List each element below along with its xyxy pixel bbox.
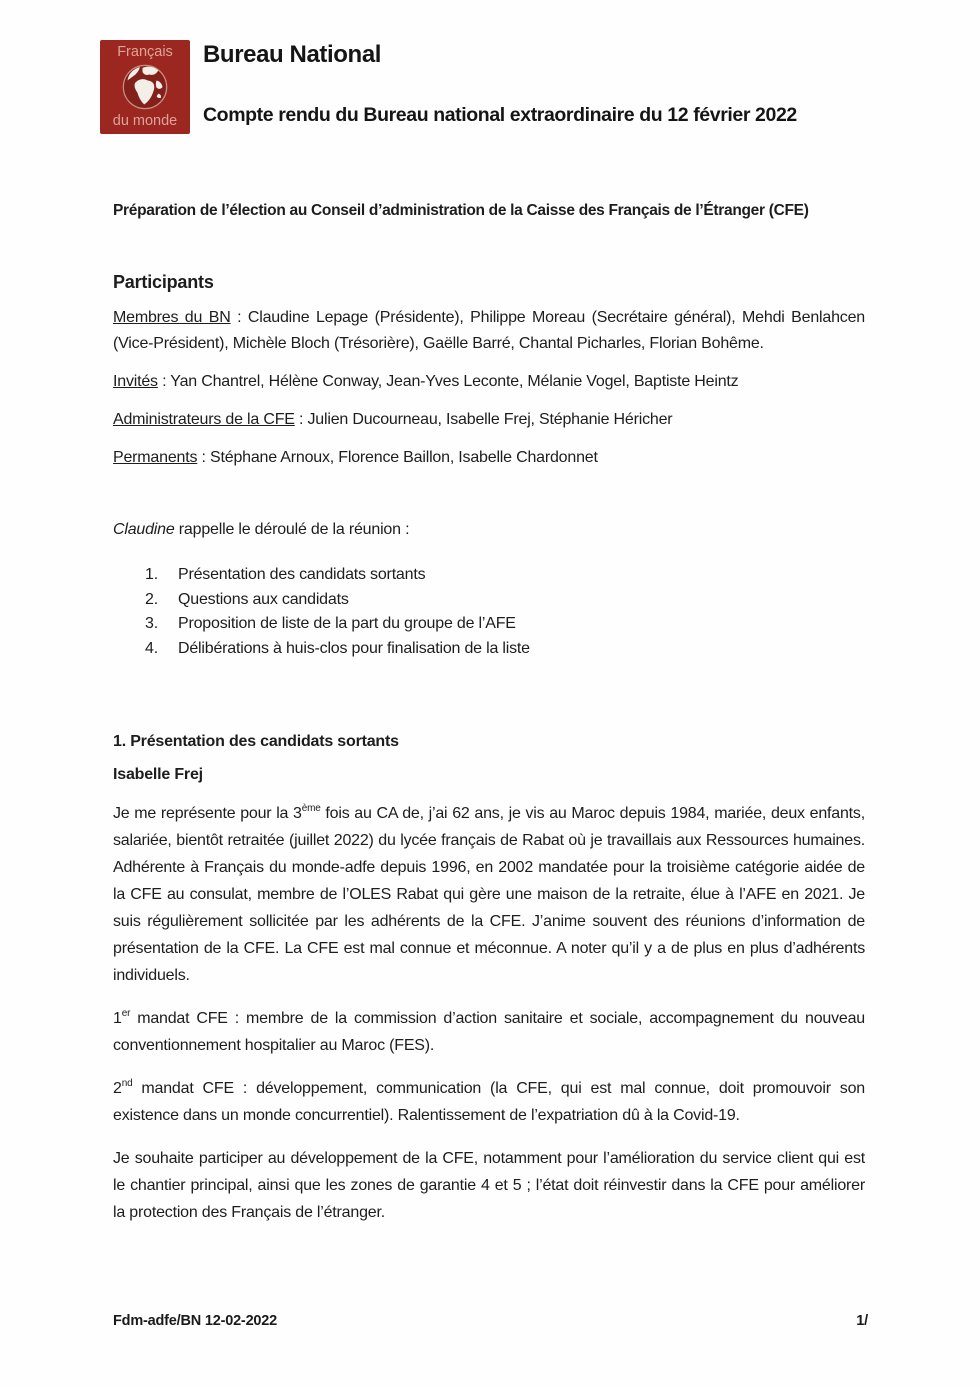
agenda-intro: [113, 517, 865, 543]
group-names: Claudine Lepage (Présidente), Philippe Moreau (Secrétaire général), Mehdi Benlahcen (Vice-Président), Michèle Bloch (Trésorière), Gaëlle Barré, Chantal Picharles, Florian Bohême.: [113, 309, 865, 352]
candidate-name: Isabelle Frej: [113, 766, 203, 783]
agenda-number: 2.: [145, 590, 158, 608]
ordinal-suffix: er: [121, 1008, 131, 1020]
paragraph-text: mandat CFE : développement, communication (la CFE, qui est mal connue, doit promouvoir son existence dans un monde concurrentiel). Ralentissement de l’expatriation dû à la Covid-19.: [113, 1080, 865, 1124]
agenda-item-1: [113, 563, 865, 588]
page-title: Bureau National: [203, 41, 382, 68]
paragraph-text: fois au CA de, j’ai 62 ans, je vis au Maroc depuis 1984, mariée, deux enfants, salariée, bientôt retraitée (juillet 2022) du lycée français de Rabat où je travaillais aux Ressources humaines. Adhérente à Français du monde-adfe depuis 1996, en 2002 mandatée pour la troisième catégorie aidée de la CFE au consulat, membre de l’OLES Rabat qui gère une maison de la retraite, élue à l’AFE en 2021. Je suis régulièrement sollicitée par les adhérents de la CFE. J’anime souvent des réunions d’information de présentation de la CFE. La CFE est mal connue et méconnue. A noter qu’il y a de plus en plus d’adhérents individuels.: [113, 805, 865, 984]
logo-text-top: Français: [117, 44, 173, 60]
paragraph-text: Je me représente pour la 3: [113, 805, 302, 822]
section-1-heading: 1. Présentation des candidats sortants: [113, 733, 399, 750]
group-separator: :: [230, 309, 248, 326]
ordinal-suffix: ème: [301, 803, 321, 815]
participants-group-members-bn: [113, 305, 865, 357]
agenda-intro-text: rappelle le déroulé de la réunion :: [174, 521, 410, 538]
participants-heading: Participants: [113, 272, 214, 292]
group-label: Administrateurs de la CFE: [113, 411, 295, 428]
footer-reference: Fdm-adfe/BN 12-02-2022: [113, 1313, 278, 1329]
agenda-number: 3.: [145, 615, 158, 632]
agenda-item-2: [113, 588, 865, 613]
paragraph-text: 2: [113, 1080, 122, 1097]
participants-group-invites: [113, 369, 865, 395]
agenda-item-4: [113, 637, 865, 662]
participants-group-administrateurs: [113, 407, 865, 433]
group-names: Stéphane Arnoux, Florence Baillon, Isabelle Chardonnet: [210, 449, 598, 466]
ordinal-suffix: nd: [121, 1078, 133, 1090]
group-separator: :: [197, 449, 211, 466]
document-subtitle: Compte rendu du Bureau national extraordinaire du 12 février 2022: [203, 104, 797, 126]
candidate-paragraph-3: [113, 1075, 865, 1129]
group-separator: :: [294, 411, 308, 428]
agenda-text: Présentation des candidats sortants: [178, 566, 426, 583]
agenda-list: [113, 563, 865, 661]
agenda-text: Questions aux candidats: [178, 590, 349, 608]
agenda-item-3: [113, 612, 865, 637]
agenda-number: 4.: [145, 639, 158, 657]
agenda-text: Proposition de liste de la part du groupe de l’AFE: [178, 615, 516, 632]
paragraph-text: 1: [113, 1010, 122, 1027]
group-label: Membres du BN: [113, 309, 231, 326]
paragraph-text: mandat CFE : membre de la commission d’action sanitaire et sociale, accompagnement du nouveau conventionnement hospitalier au Maroc (FES).: [113, 1010, 865, 1054]
logo-text-bottom: du monde: [112, 113, 178, 129]
group-label: Invités: [113, 373, 158, 390]
agenda-text: Délibérations à huis-clos pour finalisation de la liste: [178, 639, 530, 657]
speaker-name: Claudine: [113, 521, 175, 538]
group-names: Julien Ducourneau, Isabelle Frej, Stéphanie Héricher: [307, 411, 673, 428]
candidate-paragraph-4: Je souhaite participer au développement de la CFE, notamment pour l’amélioration du service client qui est le chantier principal, ainsi que les zones de garantie 4 et 5 ; l’état doit réinvestir dans la CFE pour améliorer la protection des Français de l’étranger.: [113, 1150, 865, 1221]
group-names: Yan Chantrel, Hélène Conway, Jean-Yves Leconte, Mélanie Vogel, Baptiste Heintz: [170, 373, 739, 390]
page-number: 1/: [856, 1313, 868, 1329]
group-label: Permanents: [113, 449, 198, 466]
agenda-number: 1.: [145, 566, 158, 583]
document-header: [100, 40, 865, 134]
group-separator: :: [157, 373, 171, 390]
title-block: [203, 40, 797, 127]
organization-logo: [100, 40, 190, 134]
page-footer: [113, 1313, 868, 1329]
globe-icon: [120, 62, 170, 112]
participants-group-permanents: [113, 445, 865, 471]
intro-line: Préparation de l’élection au Conseil d’administration de la Caisse des Français de l’Étranger (CFE): [113, 202, 809, 219]
candidate-paragraph-2: [113, 1005, 865, 1059]
candidate-paragraph-1: [113, 800, 865, 989]
